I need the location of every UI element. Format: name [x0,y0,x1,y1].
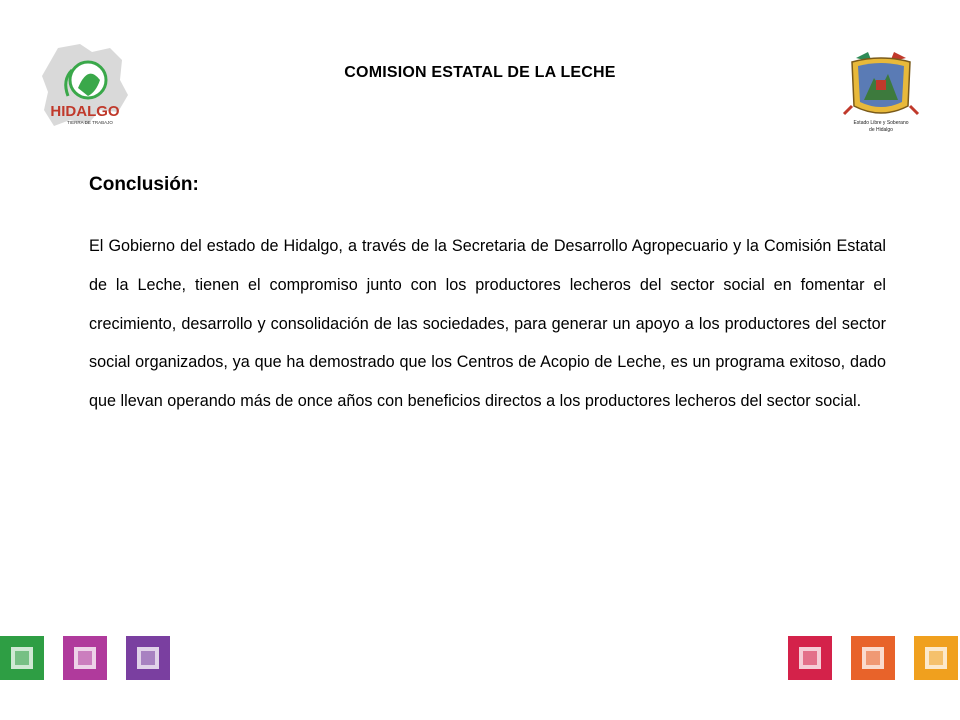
page-header-title: COMISION ESTATAL DE LA LECHE [344,64,616,81]
hidalgo-logo-subtext: TIERRA DE TRABAJO [67,120,113,125]
footer-square-red [788,636,832,680]
conclusion-paragraph: El Gobierno del estado de Hidalgo, a través de la Secretaria de Desarrollo Agropecuario y la Comisión Estatal de la Leche, tienen el compromiso junto con los productores lecheros del sector social en fomentar el crecimiento, desarrollo y consolidación de las sociedades, para generar un apoyo a los productores del sector social organizados, ya que ha demostrado que los Centros de Acopio de Leche, es un programa exitoso, dado que llevan operando más de once años con beneficios directos a los productores lecheros del sector social. [89,237,886,411]
footer-squares-left [0,636,170,680]
footer-squares-right [788,636,958,680]
coat-of-arms-logo [842,48,920,136]
section-heading: Conclusión: [89,174,199,195]
footer-square-magenta [63,636,107,680]
footer-square-yellow [914,636,958,680]
footer-square-orange [851,636,895,680]
footer-square-green [0,636,44,680]
coat-of-arms-text-2: de Hidalgo [869,127,893,133]
footer-square-purple [126,636,170,680]
coat-of-arms-text-1: Estado Libre y Soberano [853,120,909,126]
hidalgo-logo-text: HIDALGO [50,103,120,120]
hidalgo-logo [40,40,130,135]
